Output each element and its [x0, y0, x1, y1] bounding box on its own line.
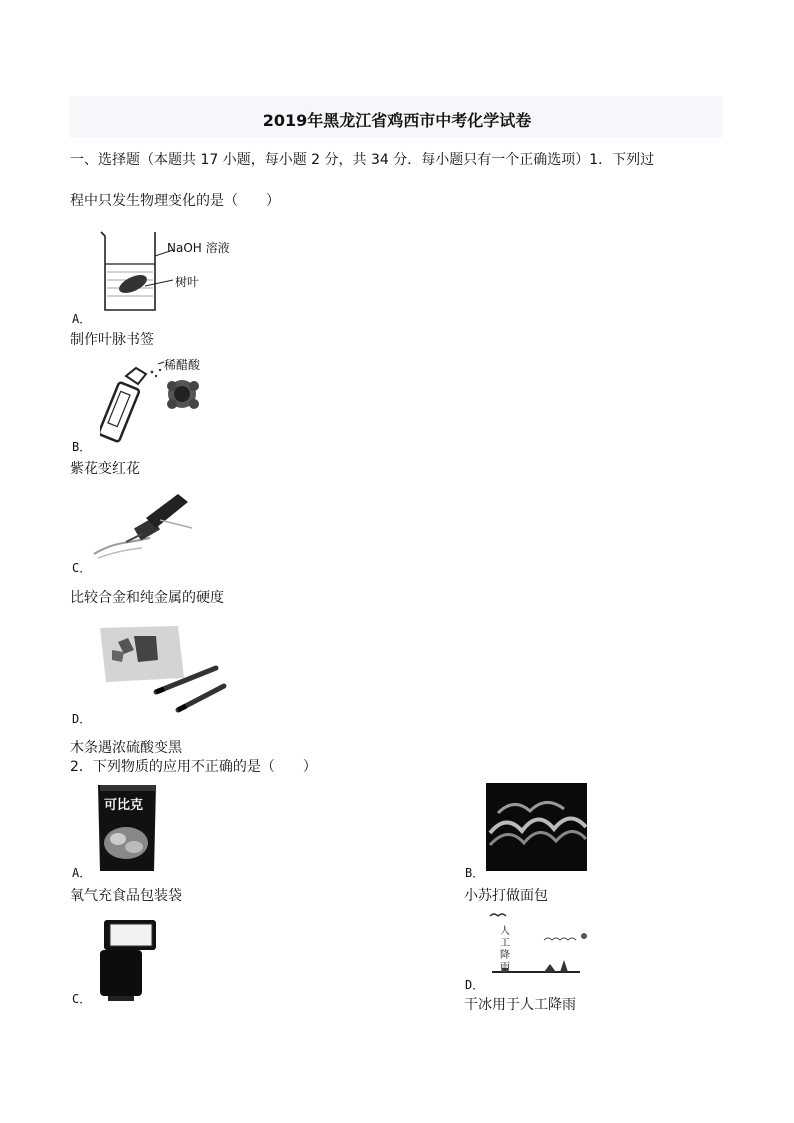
- rain-sign-char-2: 工: [500, 938, 510, 949]
- metal-scratch-icon: [90, 490, 200, 562]
- bag-brand-text: 可比克: [104, 798, 144, 813]
- rain-sign-char-3: 降: [500, 950, 510, 961]
- option-a-letter: A．: [72, 312, 92, 326]
- leaf-label: 树叶: [175, 275, 200, 289]
- rain-sign-char-1: 人: [500, 926, 510, 937]
- q2-option-b-letter: B．: [465, 866, 485, 880]
- option-b-caption: 紫花变红花: [70, 461, 140, 477]
- artificial-rain-icon: [484, 910, 594, 978]
- q2-option-a-letter: A．: [72, 866, 92, 880]
- vinegar-label: 稀醋酸: [164, 358, 201, 372]
- rain-sign-char-4: 雨: [500, 962, 510, 973]
- option-d-caption: 木条遇浓硫酸变黑: [70, 740, 182, 756]
- q2-option-c-letter: C．: [72, 992, 92, 1006]
- q2-option-a-caption: 氧气充食品包装袋: [70, 888, 182, 904]
- naoh-label: NaOH 溶液: [167, 241, 230, 255]
- q2-option-d-letter: D．: [465, 978, 485, 992]
- spray-bottle-flower-icon: [100, 354, 210, 444]
- beaker-with-leaf-icon: [95, 228, 240, 316]
- option-a-caption: 制作叶脉书签: [70, 332, 154, 348]
- option-d-letter: D．: [72, 712, 92, 726]
- wood-sticks-paper-icon: [98, 622, 228, 714]
- q2-option-b-caption: 小苏打做面包: [464, 888, 548, 904]
- section-heading-line1: 一、选择题（本题共 17 小题，每小题 2 分，共 34 分．每小题只有一个正确选项）1．下列过: [70, 152, 655, 168]
- camera-flash-icon: [94, 916, 160, 1002]
- bread-photo-icon: [486, 783, 587, 871]
- page-title: 2019年黑龙江省鸡西市中考化学试卷: [262, 111, 532, 130]
- option-c-caption: 比较合金和纯金属的硬度: [70, 590, 224, 606]
- q2-option-d-caption: 干冰用于人工降雨: [464, 997, 576, 1013]
- option-b-letter: B．: [72, 440, 92, 454]
- option-c-letter: C．: [72, 561, 92, 575]
- question1-stem-line2: 程中只发生物理变化的是（ ）: [70, 193, 280, 209]
- snack-bag-icon: [94, 783, 160, 873]
- question2-stem: 2．下列物质的应用不正确的是（ ）: [70, 759, 317, 775]
